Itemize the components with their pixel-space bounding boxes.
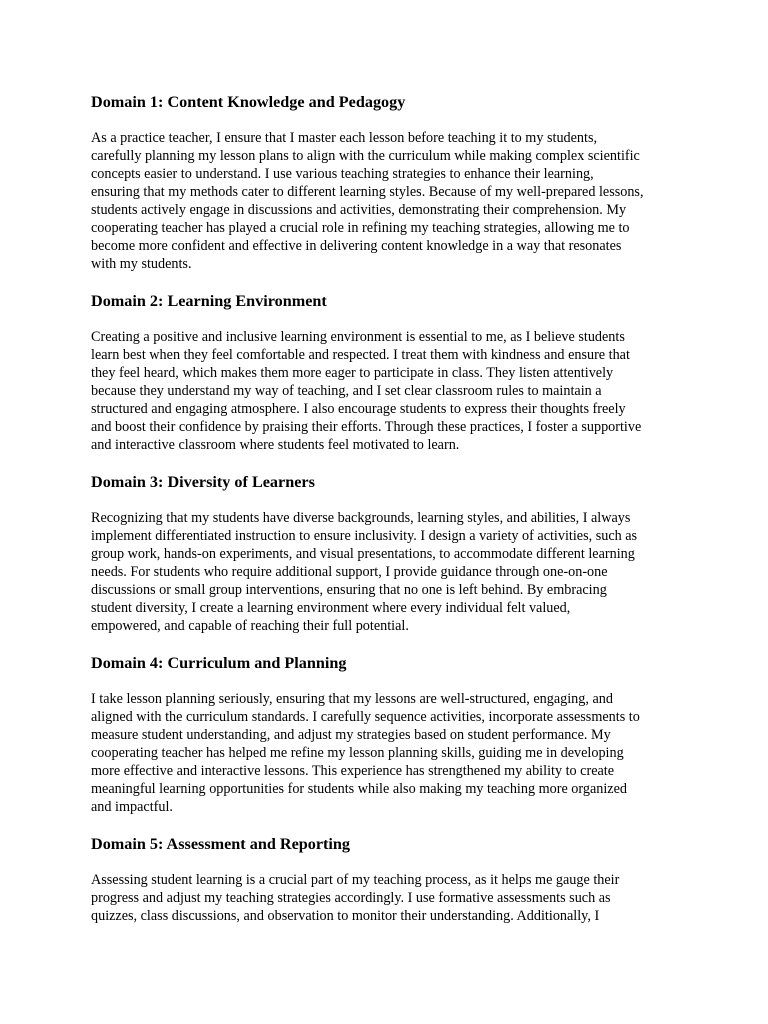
section-heading: Domain 3: Diversity of Learners [91, 473, 315, 491]
paragraph-line: needs. For students who require additional support, I provide guidance through one-on-one [91, 564, 608, 580]
paragraph-line: Assessing student learning is a crucial part of my teaching process, as it helps me gauge their [91, 872, 620, 888]
paragraph-line: cooperating teacher has played a crucial role in refining my teaching strategies, allowing me to [91, 220, 630, 236]
paragraph-line: become more confident and effective in delivering content knowledge in a way that resonates [91, 238, 622, 254]
paragraph-line: student diversity, I create a learning environment where every individual felt valued, [91, 600, 571, 616]
paragraph-line: carefully planning my lesson plans to align with the curriculum while making complex scientific [91, 148, 640, 164]
section-domain-5 [91, 834, 691, 925]
paragraph-line: concepts easier to understand. I use various teaching strategies to enhance their learning, [91, 166, 594, 182]
section-paragraph [91, 129, 691, 273]
paragraph-line: students actively engage in discussions and activities, demonstrating their comprehension. My [91, 202, 627, 218]
paragraph-line: empowered, and capable of reaching their full potential. [91, 618, 409, 634]
paragraph-line: Recognizing that my students have diverse backgrounds, learning styles, and abilities, I always [91, 510, 631, 526]
paragraph-line: group work, hands-on experiments, and visual presentations, to accommodate different learning [91, 546, 635, 562]
section-paragraph [91, 871, 691, 925]
paragraph-line: structured and engaging atmosphere. I also encourage students to express their thoughts freely [91, 401, 626, 417]
paragraph-line: because they understand my way of teaching, and I set clear classroom rules to maintain a [91, 383, 602, 399]
paragraph-line: they feel heard, which makes them more eager to participate in class. They listen attentively [91, 365, 614, 381]
paragraph-line: ensuring that my methods cater to different learning styles. Because of my well-prepared lessons, [91, 184, 644, 200]
paragraph-line: learn best when they feel comfortable and respected. I treat them with kindness and ensure that [91, 347, 630, 363]
paragraph-line: Creating a positive and inclusive learning environment is essential to me, as I believe students [91, 329, 625, 345]
section-domain-2 [91, 291, 691, 454]
paragraph-line: implement differentiated instruction to ensure inclusivity. I design a variety of activities, such as [91, 528, 638, 544]
paragraph-line: cooperating teacher has helped me refine my lesson planning skills, guiding me in developing [91, 745, 624, 761]
document-page [91, 92, 691, 943]
section-domain-3 [91, 472, 691, 635]
section-heading: Domain 1: Content Knowledge and Pedagogy [91, 93, 406, 111]
paragraph-line: aligned with the curriculum standards. I carefully sequence activities, incorporate assessments to [91, 709, 640, 725]
paragraph-line: and boost their confidence by praising their efforts. Through these practices, I foster a supportive [91, 419, 642, 435]
paragraph-line: discussions or small group interventions, ensuring that no one is left behind. By embracing [91, 582, 607, 598]
paragraph-line: progress and adjust my teaching strategies accordingly. I use formative assessments such as [91, 890, 611, 906]
section-domain-4 [91, 653, 691, 816]
paragraph-line: As a practice teacher, I ensure that I master each lesson before teaching it to my students, [91, 130, 598, 146]
paragraph-line: I take lesson planning seriously, ensuring that my lessons are well-structured, engaging, and [91, 691, 613, 707]
paragraph-line: and interactive classroom where students feel motivated to learn. [91, 437, 460, 453]
paragraph-line: more effective and interactive lessons. This experience has strengthened my ability to create [91, 763, 615, 779]
section-heading: Domain 5: Assessment and Reporting [91, 835, 351, 853]
paragraph-line: measure student understanding, and adjust my strategies based on student performance. My [91, 727, 611, 743]
paragraph-line: and impactful. [91, 799, 173, 815]
section-heading: Domain 4: Curriculum and Planning [91, 654, 347, 672]
paragraph-line: meaningful learning opportunities for students while also making my teaching more organized [91, 781, 627, 797]
section-paragraph [91, 509, 691, 635]
section-heading: Domain 2: Learning Environment [91, 292, 327, 310]
section-domain-1 [91, 92, 691, 273]
paragraph-line: quizzes, class discussions, and observation to monitor their understanding. Additionally, I [91, 908, 600, 924]
paragraph-line: with my students. [91, 256, 192, 272]
section-paragraph [91, 690, 691, 816]
section-paragraph [91, 328, 691, 454]
